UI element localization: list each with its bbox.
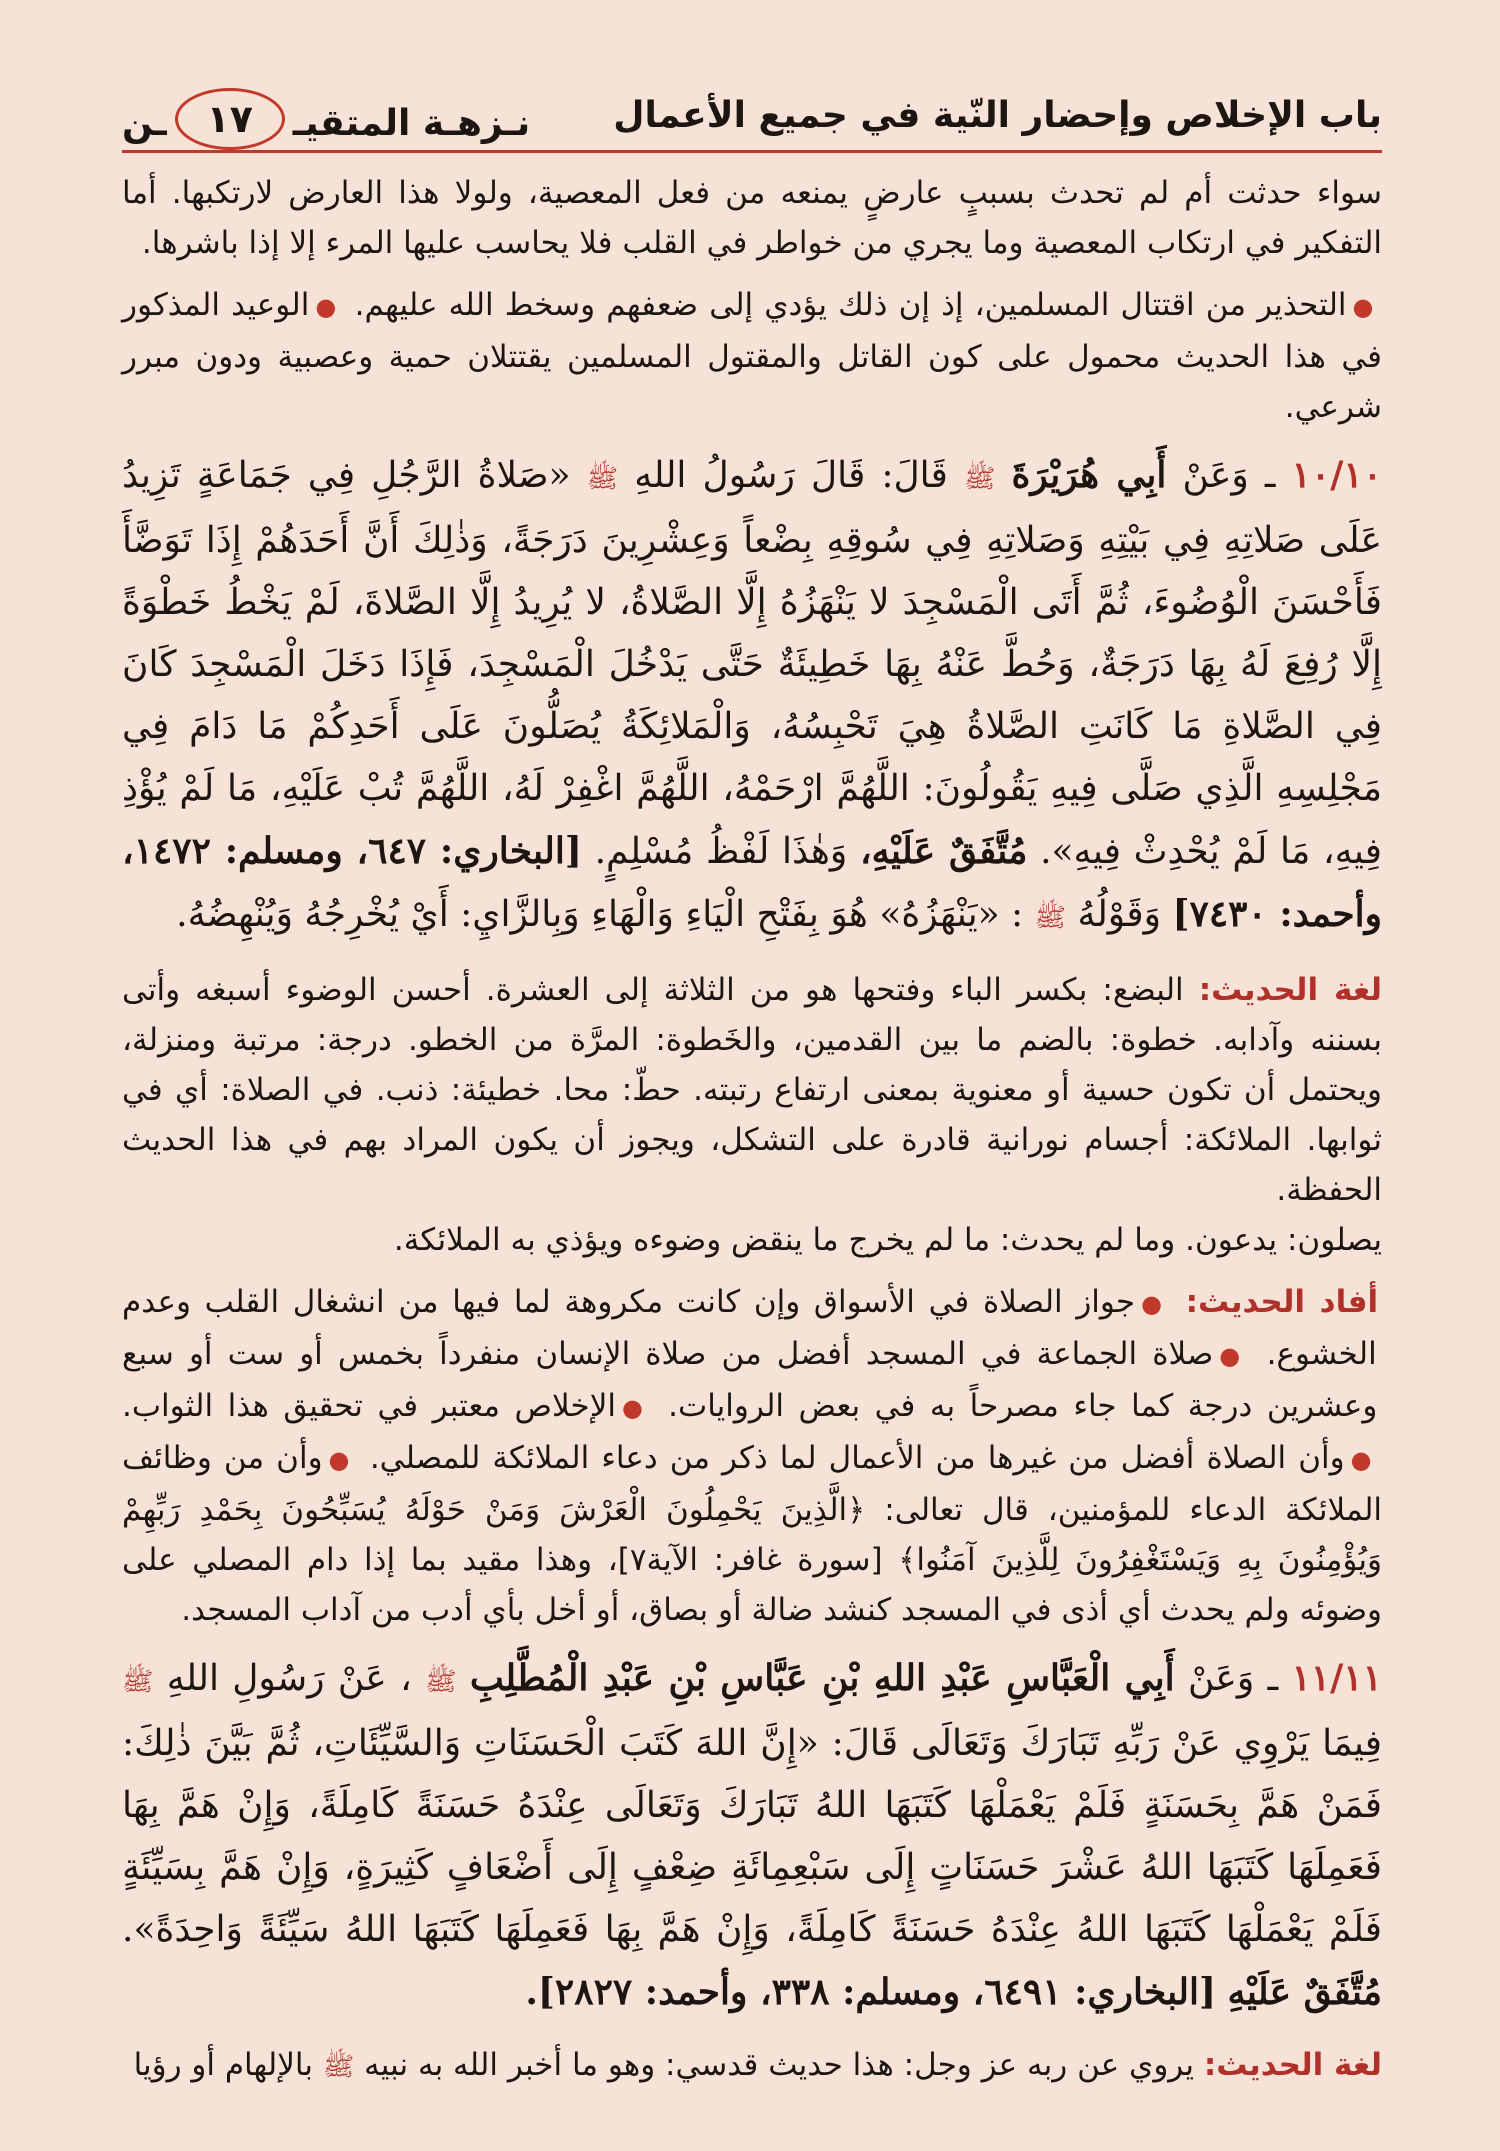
hadith-number: ١٠/١٠ — [1291, 454, 1383, 496]
page-content — [122, 168, 1382, 2092]
bullet-icon: ● — [315, 293, 338, 321]
benefit-text: [سورة غافر: الآية٧]، وهذا مقيد بما إذا دام المصلي على وضوئه ولم يحدث أي أذى في المسجد كنشد ضالة أو بصاق، أو أخل بأي أدب من آداب المسجد. — [122, 1542, 1382, 1628]
hadith-intro: ـ وَعَنْ — [1182, 455, 1276, 496]
benefit-text: الوعيد المذكور في هذا الحديث محمول على كون القاتل والمقتول المسلمين يقتتلان حمية وعصبية ودون مبرر شرعي. — [122, 287, 1382, 425]
paragraph-continuation: سواء حدثت أم لم تحدث بسببٍ عارضٍ يمنعه من فعل المعصية، ولولا هذا العارض لارتكبها. أما التفكير في ارتكاب المعصية وما يجري من خواطر في القلب فلا يحاسب عليها المرء إلا إذا باشرها. — [122, 175, 1382, 261]
hadith-text: فِيمَا يَرْوِي عَنْ رَبِّهِ تَبَارَكَ وَتَعَالَى قَالَ: «إِنَّ اللهَ كَتَبَ الْحَسَنَاتِ وَالسَّيِّئَاتِ، ثُمَّ بَيَّنَ ذٰلِكَ: فَمَنْ هَمَّ بِحَسَنَةٍ فَلَمْ يَعْمَلْهَا كَتَبَهَا اللهُ تَبَارَكَ وَتَعَالَى عِنْدَهُ حَسَنَةً كَامِلَةً، وَإِنْ هَمَّ بِهَا فَعَمِلَهَا كَتَبَهَا اللهُ عَشْرَ حَسَنَاتٍ إِلَى سَبْعِمِائَةِ ضِعْفٍ إِلَى أَضْعَافٍ كَثِيرَةٍ، وَإِنْ هَمَّ بِسَيِّئَةٍ فَلَمْ يَعْمَلْهَا كَتَبَهَا اللهُ عِنْدَهُ حَسَنَةً كَامِلَةً، وَإِنْ هَمَّ بِهَا فَعَمِلَهَا كَتَبَهَا اللهُ سَيِّئَةً وَاحِدَةً». — [122, 1723, 1382, 1950]
bullet-icon: ● — [1219, 1342, 1246, 1370]
bullet-icon: ● — [1141, 1290, 1166, 1318]
benefit-text: وأن من وظائف الملائكة الدعاء للمؤمنين، قال تعالى: — [122, 1440, 1382, 1528]
radiallahu-symbol: ﷺ — [963, 464, 996, 494]
book-title-start: نـزهـة المتقيـ — [292, 103, 531, 144]
hadith-10 — [122, 444, 1382, 949]
bullet-icon: ● — [1350, 1446, 1374, 1474]
language-text: يروي عن ربه عز وجل: هذا حديث قدسي: وهو ما أخبر الله به نبيه — [364, 2047, 1195, 2083]
salla-allah-symbol: ﷺ — [586, 464, 619, 494]
hadith-number: ١١/١١ — [1291, 1657, 1382, 1699]
salla-allah-symbol: ﷺ — [322, 2052, 355, 2082]
page-number: ١٧ — [175, 88, 285, 150]
salla-allah-symbol: ﷺ — [122, 1667, 154, 1697]
hadith-explanation: : «يَنْهَزُهُ» هُوَ بِفَتْحِ الْيَاءِ وَالْهَاءِ وَبِالزَّايِ: أَيْ يُخْرِجُهُ وَيُنْهِضُهُ. — [176, 894, 1024, 935]
hadith-reference: [البخاري: ٦٤٧، ومسلم: ١٤٧٢، وأحمد: ٧٤٣٠] — [122, 830, 1382, 935]
page-header — [122, 0, 1382, 168]
muttafaq-alayh: مُتَّفَقٌ عَلَيْهِ، — [860, 830, 1028, 872]
hadith-text: «صَلاةُ الرَّجُلِ فِي جَمَاعَةٍ تَزِيدُ عَلَى صَلاتِهِ فِي بَيْتِهِ وَصَلاتِهِ فِي سُوقِهِ بِضْعاً وَعِشْرِينَ دَرَجَةً، وَذٰلِكَ أَنَّ أَحَدَهُمْ إِذَا تَوَضَّأَ فَأَحْسَنَ الْوُضُوءَ، ثُمَّ أَتَى الْمَسْجِدَ لا يَنْهَزُهُ إِلَّا الصَّلاةُ، لا يُرِيدُ إِلَّا الصَّلاةَ، لَمْ يَخْطُ خَطْوَةً إِلَّا رُفِعَ لَهُ بِهَا دَرَجَةٌ، وَحُطَّ عَنْهُ بِهَا خَطِيئَةٌ حَتَّى يَدْخُلَ الْمَسْجِدَ، فَإِذَا دَخَلَ الْمَسْجِدَ كَانَ فِي الصَّلاةِ مَا كَانَتِ الصَّلاةُ هِيَ تَحْبِسُهُ، وَالْمَلائِكَةُ يُصَلُّونَ عَلَى أَحَدِكُمْ مَا دَامَ فِي مَجْلِسِهِ الَّذِي صَلَّى فِيهِ يَقُولُونَ: اللَّهُمَّ ارْحَمْهُ، اللَّهُمَّ اغْفِرْ لَهُ، اللَّهُمَّ تُبْ عَلَيْهِ، مَا لَمْ يُؤْذِ فِيهِ، مَا لَمْ يُحْدِثْ فِيهِ». — [122, 455, 1383, 872]
paragraph-benefits-continued — [122, 280, 1382, 432]
header-rule — [122, 150, 1382, 153]
benefit-text: الإخلاص معتبر في تحقيق هذا الثواب. — [122, 1388, 616, 1424]
narrator-name: أَبِي هُرَيْرَةَ — [1011, 454, 1167, 496]
benefit-text: التحذير من اقتتال المسلمين، إذ إن ذلك يؤدي إلى ضعفهم وسخط الله عليهم. — [354, 287, 1347, 323]
book-title-end: ـن — [122, 103, 167, 144]
hadith-11 — [122, 1647, 1382, 2024]
benefits-label: أفاد الحديث: — [1185, 1284, 1379, 1320]
bullet-icon: ● — [1352, 293, 1375, 321]
language-label: لغة الحديث: — [1203, 2047, 1382, 2083]
hadith-qawluhu: وَقَوْلُهُ — [1077, 894, 1161, 935]
language-section-11 — [122, 2040, 1382, 2092]
book-title — [122, 98, 530, 150]
hadith-qala: قَالَ: قَالَ رَسُولُ اللهِ — [634, 455, 948, 496]
narrator-name: أَبِي الْعَبَّاسِ عَبْدِ اللهِ بْنِ عَبَّاسِ بْنِ عَبْدِ الْمُطَّلِبِ — [469, 1657, 1175, 1699]
salla-allah-symbol: ﷺ — [1034, 903, 1067, 933]
chapter-title: باب الإخلاص وإحضار النّية في جميع الأعمال — [613, 95, 1382, 136]
hadith-lafz: وَهٰذَا لَفْظُ مُسْلِمٍ. — [594, 831, 848, 872]
language-text: البضع: بكسر الباء وفتحها هو من الثلاثة إلى العشرة. أحسن الوضوء أسبغه وأتى بسننه وآدابه. خطوة: بالضم ما بين القدمين، والخَطوة: المرَّة من الخطو. درجة: مرتبة ومنزلة، ويحتمل أن تكون حسية أو معنوية بمعنى ارتفاع رتبته. حطّ: محا. خطيئة: ذنب. في الصلاة: أي في ثوابها. الملائكة: أجسام نورانية قادرة على التشكل، ويجوز أن يكون المراد بهم في هذا الحديث الحفظة. — [122, 972, 1382, 1208]
benefit-text: وأن الصلاة أفضل من غيرها من الأعمال لما ذكر من دعاء الملائكة للمصلي. — [369, 1440, 1345, 1476]
language-text-2: يصلون: يدعون. وما لم يحدث: ما لم يخرج ما ينقض وضوءه ويؤذي به الملائكة. — [393, 1222, 1382, 1258]
language-section-10 — [122, 965, 1382, 1265]
hadith-reference: [البخاري: ٦٤٩١، ومسلم: ٣٣٨، وأحمد: ٢٨٢٧]. — [525, 1971, 1217, 2013]
language-label: لغة الحديث: — [1198, 972, 1382, 1008]
bullet-icon: ● — [621, 1394, 648, 1422]
benefits-section-10 — [122, 1277, 1382, 1635]
language-text-end: بالإلهام أو رؤيا — [133, 2047, 313, 2083]
bullet-icon: ● — [328, 1446, 352, 1474]
benefit-text: صلاة الجماعة في المسجد أفضل من صلاة الإنسان منفرداً بخمس أو ست أو سبع وعشرين درجة كما جاء مصرحاً به في بعض الروايات. — [122, 1336, 1378, 1424]
hadith-intro: ـ وَعَنْ — [1187, 1658, 1279, 1699]
hadith-from: ، عَنْ رَسُولِ اللهِ — [166, 1658, 412, 1699]
quran-verse: ﴿الَّذِينَ يَحْمِلُونَ الْعَرْشَ وَمَنْ حَوْلَهُ يُسَبِّحُونَ بِحَمْدِ رَبِّهِمْ وَيُؤْمِنُونَ بِهِ وَيَسْتَغْفِرُونَ لِلَّذِينَ آمَنُوا﴾ — [122, 1492, 1382, 1578]
radiallahu-symbol: ﷺ — [425, 1667, 457, 1697]
benefit-text: جواز الصلاة في الأسواق وإن كانت مكروهة لما فيها من انشغال القلب وعدم الخشوع. — [122, 1284, 1377, 1372]
muttafaq-alayh: مُتَّفَقٌ عَلَيْهِ — [1227, 1971, 1382, 2013]
